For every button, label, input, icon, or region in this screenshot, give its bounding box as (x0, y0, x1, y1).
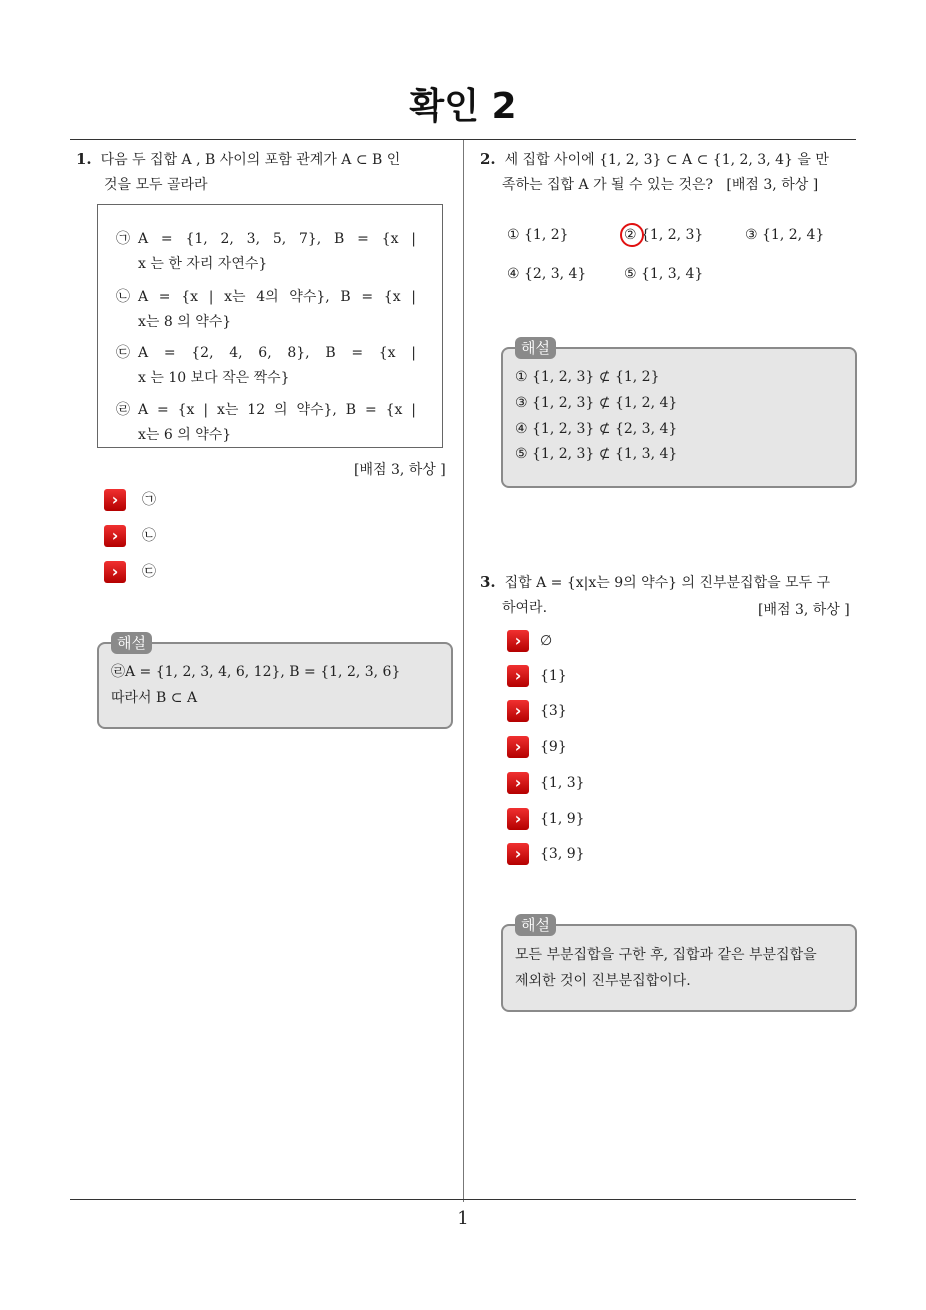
arrow-right-icon: › (507, 700, 529, 722)
condition-line1: A = {1, 2, 3, 5, 7}, B = {x | (138, 231, 416, 247)
arrow-right-icon: › (507, 772, 529, 794)
question-1 (76, 147, 456, 198)
condition-item (116, 341, 416, 391)
arrow-right-icon: › (104, 561, 126, 583)
question-1-number: 1. (76, 150, 92, 168)
arrow-right-icon: › (507, 665, 529, 687)
arrow-right-icon: › (507, 736, 529, 758)
explanation-line: ③ {1, 2, 3} ⊄ {1, 2, 4} (515, 395, 678, 411)
question-2-line1: 2. 세 집합 사이에 {1, 2, 3} ⊂ A ⊂ {1, 2, 3, 4} 을 만 (480, 150, 829, 168)
explanation-line: ① {1, 2, 3} ⊄ {1, 2} (515, 369, 660, 385)
explanation-line: ㉣A = {1, 2, 3, 4, 6, 12}, B = {1, 2, 3, 6} (111, 664, 401, 680)
condition-line2: x 는 한 자리 자연수} (138, 256, 268, 272)
condition-mark: ㉢ (116, 345, 130, 361)
question-1-score: [배점 3, 하상 ] (354, 462, 446, 478)
page-title: 확인 2 (409, 86, 517, 127)
arrow-right-icon: › (104, 489, 126, 511)
question-2-line2: 족하는 집합 A 가 될 수 있는 것은? [배점 3, 하상 ] (502, 177, 819, 193)
question-2-score: [배점 3, 하상 ] (726, 177, 819, 193)
question-3-number: 3. (480, 573, 496, 591)
question-3-line1: 3. 집합 A = {x|x는 9의 약수} 의 진부분집합을 모두 구 (480, 573, 831, 591)
page-number: 1 (457, 1208, 469, 1229)
condition-line1: A = {x | x는 4의 약수}, B = {x | (138, 289, 416, 305)
condition-line1: A = {x | x는 12 의 약수}, B = {x | (138, 402, 416, 418)
condition-mark: ㉡ (116, 289, 130, 305)
choice-4[interactable]: ④ {2, 3, 4} (507, 266, 587, 282)
choice-5[interactable]: ⑤ {1, 3, 4} (624, 266, 704, 282)
condition-item (116, 285, 416, 335)
explanation-line: 제외한 것이 진부분집합이다. (515, 973, 691, 989)
explanation-box-1 (97, 634, 453, 729)
choice-1[interactable]: ① {1, 2} (507, 227, 569, 243)
condition-line1: A = {2, 4, 6, 8}, B = {x | (138, 345, 416, 361)
question-2 (480, 147, 860, 198)
arrow-right-icon: › (104, 525, 126, 547)
condition-item (116, 398, 416, 448)
question-1-line1: 1. 다음 두 집합 A , B 사이의 포함 관계가 A ⊂ B 인 (76, 150, 401, 168)
conditions-box (97, 204, 443, 448)
explanation-line: 모든 부분집합을 구한 후, 집합과 같은 부분집합을 (515, 947, 817, 963)
condition-mark: ㉠ (116, 231, 130, 247)
explanation-label: 해설 (111, 632, 152, 654)
explanation-line: ④ {1, 2, 3} ⊄ {2, 3, 4} (515, 421, 678, 437)
condition-mark: ㉣ (116, 402, 130, 418)
explanation-line: ⑤ {1, 2, 3} ⊄ {1, 3, 4} (515, 446, 678, 462)
condition-line2: x는 6 의 약수} (138, 427, 232, 443)
column-divider (463, 140, 464, 1202)
footer-rule (70, 1199, 856, 1200)
choice-2[interactable]: ② {1, 2, 3} (624, 227, 704, 243)
explanation-line: 따라서 B ⊂ A (111, 690, 198, 706)
arrow-right-icon: › (507, 630, 529, 652)
question-3-score: [배점 3, 하상 ] (758, 602, 850, 618)
question-3-line2: 하여라. (502, 600, 548, 616)
explanation-box-2 (501, 339, 857, 488)
explanation-label: 해설 (515, 337, 556, 359)
arrow-right-icon: › (507, 808, 529, 830)
condition-line2: x는 8 의 약수} (138, 314, 232, 330)
condition-item (116, 227, 416, 277)
explanation-box-3 (501, 916, 857, 1012)
condition-line2: x 는 10 보다 작은 짝수} (138, 370, 290, 386)
arrow-right-icon: › (507, 843, 529, 865)
explanation-label: 해설 (515, 914, 556, 936)
question-1-line2: 것을 모두 골라라 (104, 177, 208, 193)
choice-3[interactable]: ③ {1, 2, 4} (745, 227, 825, 243)
question-2-number: 2. (480, 150, 496, 168)
selected-circle-icon (620, 223, 644, 247)
